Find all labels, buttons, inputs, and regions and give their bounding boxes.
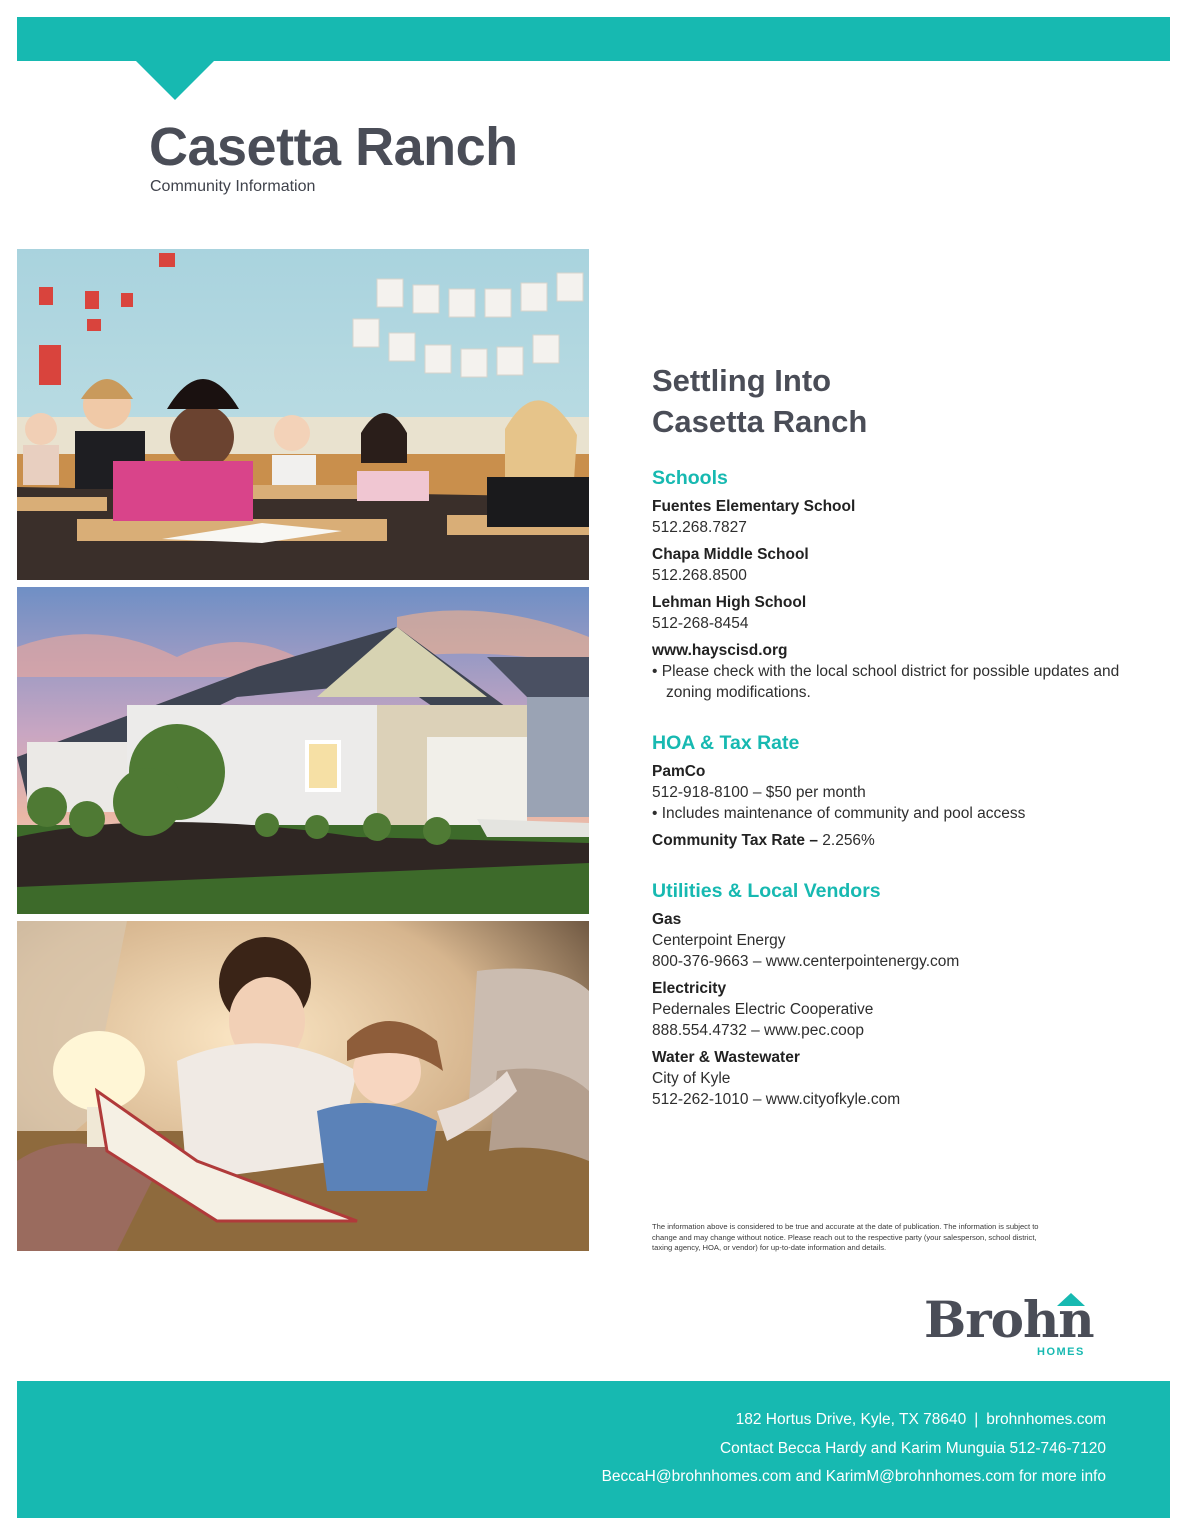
school-phone: 512.268.8500 [652, 567, 747, 584]
school-entry [652, 544, 1122, 586]
hoa-name: PamCo [652, 763, 706, 780]
main-heading-line1: Settling Into [652, 363, 832, 398]
footer-address: 182 Hortus Drive, Kyle, TX 78640 [735, 1411, 967, 1428]
school-name: Fuentes Elementary School [652, 498, 856, 515]
page-subtitle: Community Information [150, 178, 316, 195]
utility-contact: 800-376-9663 – www.centerpointenergy.com [652, 953, 960, 970]
hoa-detail: 512-918-8100 – $50 per month [652, 784, 866, 801]
school-phone: 512-268-8454 [652, 615, 749, 632]
school-district-info [652, 640, 1122, 703]
house-photo [17, 587, 589, 914]
utility-type: Electricity [652, 980, 727, 997]
schools-heading: Schools [652, 467, 728, 489]
logo-subtext: HOMES [1037, 1346, 1085, 1358]
utility-type: Water & Wastewater [652, 1049, 800, 1066]
footer-contact: Contact Becca Hardy and Karim Munguia 512-746-7120 [719, 1440, 1106, 1457]
school-district-website[interactable]: www.hayscisd.org [652, 642, 788, 659]
tax-rate-value: 2.256% [822, 832, 875, 849]
utility-provider: Centerpoint Energy [652, 932, 786, 949]
utility-contact: 512-262-1010 – www.cityofkyle.com [652, 1091, 901, 1108]
hoa-note: • Includes maintenance of community and pool access [652, 805, 1026, 822]
top-accent-notch [135, 60, 215, 100]
brohn-homes-logo [924, 1290, 1094, 1362]
reading-photo [17, 921, 589, 1251]
utilities-heading: Utilities & Local Vendors [652, 880, 881, 902]
school-phone: 512.268.7827 [652, 519, 747, 536]
page-title: Casetta Ranch [149, 117, 518, 177]
utility-type: Gas [652, 911, 682, 928]
footer-separator: | [974, 1411, 979, 1428]
school-entry [652, 496, 1122, 538]
section-main-heading [652, 360, 1122, 442]
logo-wordmark: Brohn [924, 1290, 1094, 1349]
school-name: Lehman High School [652, 594, 807, 611]
utility-provider: Pedernales Electric Cooperative [652, 1001, 874, 1018]
footer-website-link[interactable]: brohnhomes.com [986, 1411, 1106, 1428]
school-name: Chapa Middle School [652, 546, 809, 563]
footer-emails[interactable]: BeccaH@brohnhomes.com and KarimM@brohnhomes.com for more info [601, 1468, 1106, 1485]
footer-band [17, 1381, 1170, 1518]
top-accent-band [17, 17, 1170, 61]
tax-rate [652, 830, 1122, 851]
utility-entry [652, 978, 1122, 1041]
main-heading-line2: Casetta Ranch [652, 404, 868, 439]
utility-entry [652, 1047, 1122, 1110]
utility-provider: City of Kyle [652, 1070, 731, 1087]
footer-address-line [736, 1411, 1106, 1429]
school-entry [652, 592, 1122, 634]
hoa-heading: HOA & Tax Rate [652, 732, 800, 754]
utility-contact: 888.554.4732 – www.pec.coop [652, 1022, 864, 1039]
disclaimer-text: The information above is considered to be true and accurate at the date of publication. The information is subject to change and may change without notice. Please reach out to the respective party (your salesperson, school district, taxing agency, HOA, or vendor) for up-to-date information and details. [652, 1222, 1039, 1252]
community-info-column [652, 360, 1122, 1110]
hoa-entry [652, 761, 1122, 824]
tax-rate-label: Community Tax Rate – [652, 832, 818, 849]
school-district-note: • Please check with the local school district for possible updates and zoning modifications. [652, 663, 1120, 701]
utility-entry [652, 909, 1122, 972]
classroom-photo [17, 249, 589, 580]
